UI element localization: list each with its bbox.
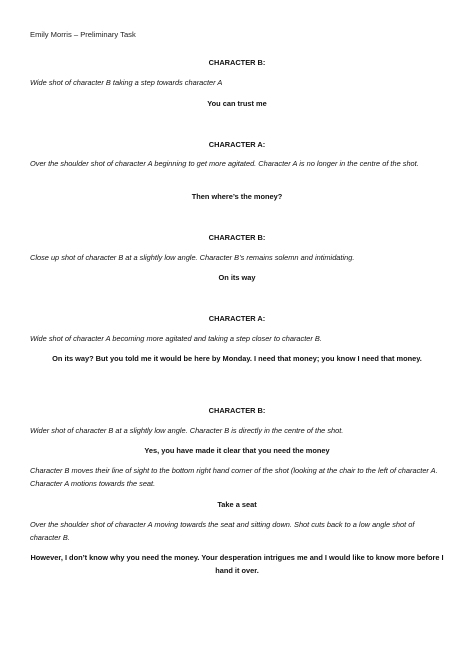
character-heading: CHARACTER B: — [208, 233, 266, 242]
stage-direction: Wide shot of character A becoming more agitated and taking a step closer to character B. — [30, 334, 322, 343]
character-heading: CHARACTER B: — [208, 58, 266, 67]
character-heading: CHARACTER A: — [208, 314, 266, 323]
dialogue-line: Yes, you have made it clear that you need the money — [144, 446, 330, 455]
page-header: Emily Morris – Preliminary Task — [30, 30, 136, 39]
stage-direction: Wider shot of character B at a slightly low angle. Character B is directly in the centre of the shot. — [30, 426, 344, 435]
dialogue-line: You can trust me — [207, 99, 267, 108]
stage-direction: Character B moves their line of sight to the bottom right hand corner of the shot (looking at the chair to the left of character A. Character A motions towards the seat. — [30, 466, 438, 488]
dialogue-line: However, I don’t know why you need the money. Your desperation intrigues me and I would like to know more before I hand it over. — [30, 553, 444, 575]
stage-direction: Close up shot of character B at a slightly low angle. Character B’s remains solemn and intimidating. — [30, 253, 355, 262]
stage-direction: Over the shoulder shot of character A moving towards the seat and sitting down. Shot cuts back to a low angle shot of character B. — [30, 520, 415, 542]
dialogue-line: Take a seat — [217, 500, 257, 509]
stage-direction: Wide shot of character B taking a step towards character A — [30, 78, 223, 87]
dialogue-line: Then where’s the money? — [191, 192, 283, 201]
character-heading: CHARACTER B: — [208, 406, 266, 415]
dialogue-line: On its way — [218, 273, 256, 282]
stage-direction: Over the shoulder shot of character A beginning to get more agitated. Character A is no longer in the centre of the shot. — [30, 159, 419, 168]
character-heading: CHARACTER A: — [208, 140, 266, 149]
dialogue-line: On its way? But you told me it would be here by Monday. I need that money; you know I need that money. — [52, 354, 422, 363]
